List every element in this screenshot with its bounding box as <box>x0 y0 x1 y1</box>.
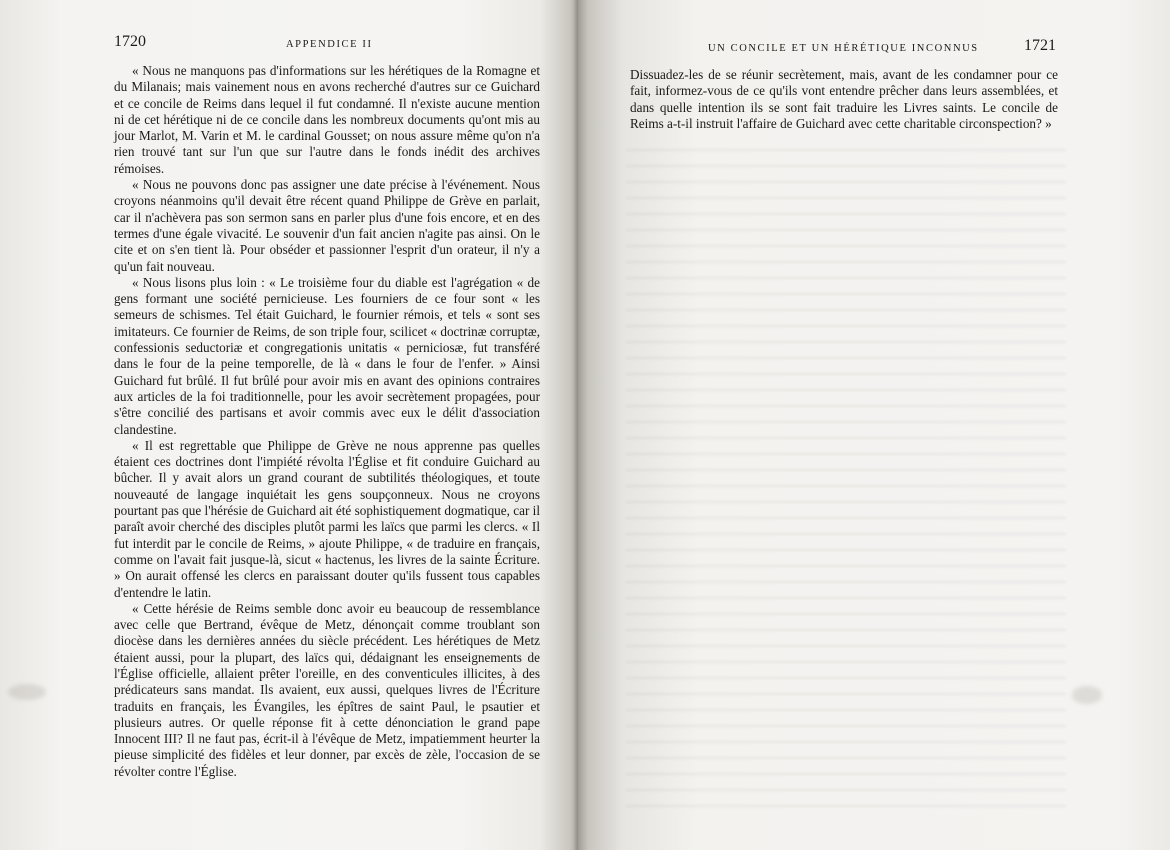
paragraph: « Nous ne manquons pas d'informations sur les hérétiques de la Romagne et du Milanais; mais vainement nous en avons recherché d'autres sur ce Guichard et ce concile de Reims dans lequel il fut condamné. Il n'existe aucune mention ni de cet hérétique ni de ce concile dans les nombreux documents qu'ont mis au jour Marlot, M. Varin et M. le cardinal Gousset; on nous assure même qu'on n'a rien trouvé tant sur l'un que sur l'autre dans le fonds inédit des archives rémoises. <box>114 63 540 176</box>
left-running-head: APPENDICE II <box>286 39 373 50</box>
right-page-body <box>630 67 1058 132</box>
paragraph: « Nous lisons plus loin : « Le troisième four du diable est l'agrégation « de gens formant une société pernicieuse. Les fourniers de ce four sont « les semeurs de schismes. Tel était Guichard, le fournier rémois, et tels « sont ses imitateurs. Ce fournier de Reims, de son triple four, scilicet « doctrinæ corruptæ, confessionis seductoriæ et congregationis unitatis « perniciosæ, fut transféré dans le four de la peine temporelle, de là « dans le four de l'enfer. » Ainsi Guichard fut brûlé. Il fut brûlé pour avoir mis en avant des opinions contraires aux articles de la foi traditionnelle, pour les avoir secrètement propagées, pour s'être concilié des partisans et avoir commis avec eux le délit d'association clandestine. <box>114 274 540 437</box>
paper-smudge <box>1072 686 1102 704</box>
paper-smudge <box>8 684 46 700</box>
left-page-body <box>114 63 540 780</box>
paragraph: « Nous ne pouvons donc pas assigner une date précise à l'événement. Nous croyons néanmoins qu'il devait être récent quand Philippe de Grève en parlait, car il n'achèvera pas son sermon sans en parler plus d'une fois encore, et en des termes d'une égale vivacité. Le souvenir d'un fait ancien n'agite pas ainsi. On le cite et on s'en tient là. Pour obséder et passionner l'esprit d'un orateur, il n'y a qu'un fait nouveau. <box>114 177 540 274</box>
left-page <box>0 0 578 850</box>
paragraph: Dissuadez-les de se réunir secrètement, mais, avant de les condamner pour ce fait, informez-vous de ce qu'ils vont entendre prêcher dans leurs assemblées, et dans quelle intention ils se sont fait traduire les Livres saints. Le concile de Reims a-t-il instruit l'affaire de Guichard avec cette charitable circonspection? » <box>630 67 1058 131</box>
right-running-head: UN CONCILE ET UN HÉRÉTIQUE INCONNUS <box>708 43 979 54</box>
show-through-texture <box>626 140 1066 820</box>
left-page-number: 1720 <box>114 33 146 50</box>
paragraph: « Cette hérésie de Reims semble donc avoir eu beaucoup de ressemblance avec celle que Bertrand, évêque de Metz, dénonçait comme troublant son diocèse dans les dernières années du siècle précédent. Les hérétiques de Metz étaient aussi, pour la plupart, des laïcs qui, dédaignant les enseignements de l'Église officielle, allaient prêter l'oreille, en des conventicules illicites, à des prédicateurs sans mandat. Ils avaient, eux aussi, quelques livres de l'Écriture traduits en français, les Évangiles, les épîtres de saint Paul, le psautier et plusieurs autres. Or quelle réponse fit à cette dénonciation le grand pape Innocent III? Il ne faut pas, écrit-il à l'évêque de Metz, impatiemment heurter la pieuse simplicité des fidèles et leur donner, par excès de zèle, l'occasion de se révolter contre l'Église. <box>114 600 540 779</box>
paragraph: « Il est regrettable que Philippe de Grève ne nous apprenne pas quelles étaient ces doctrines dont l'impiété révolta l'Église et fit conduire Guichard au bûcher. Il y avait alors un grand courant de subtilités théologiques, et toute nouveauté de langage inquiétait les gens soupçonneux. Nous ne croyons pourtant pas que l'hérésie de Guichard ait été sophistiquement dogmatique, car il paraît avoir cherché des disciples plutôt parmi les laïcs que parmi les clercs. « Il fut interdit par le concile de Reims, » ajoute Philippe, « de traduire en français, comme on l'avait fait jusque-là, sicut « hactenus, les livres de la sainte Écriture. » On aurait offensé les clercs en paraissant douter qu'ils fussent tous capables d'entendre le latin. <box>114 437 540 600</box>
right-page-number: 1721 <box>1024 37 1056 54</box>
